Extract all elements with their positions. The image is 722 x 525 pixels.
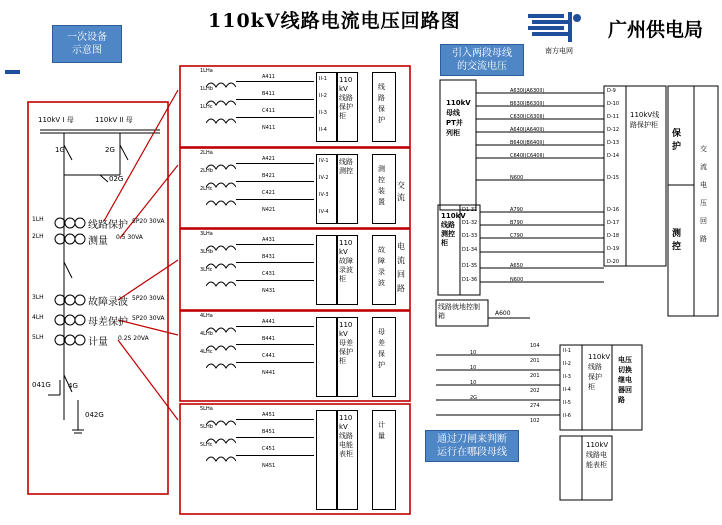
ct-spec-2: 0.5 30VA (116, 234, 143, 241)
panel-ct-label: 1LHa (200, 68, 213, 74)
panel-terminal-label: IV-1 (319, 158, 329, 164)
side-label-ac: 交流 (397, 181, 405, 202)
logo-brand: 广州供电局 (608, 19, 704, 41)
switch-relay-label: 电压切换继电器回路 (618, 356, 632, 404)
protection-terminal-label: D-20 (607, 259, 620, 265)
panel-terminal-label: II-3 (319, 110, 327, 116)
panel-ct-coil-icon (206, 174, 236, 184)
panel-terminal-label: IV-4 (319, 209, 329, 215)
pt-terminal-label: D-12 (607, 127, 620, 133)
panel-ct-coil-icon (206, 273, 236, 283)
panel-ct-coil-icon (206, 255, 236, 265)
switch-terminal-label: II-6 (563, 413, 571, 419)
line-control-terminal: D1-31 (462, 207, 478, 213)
line-control-terminal: D1-32 (462, 220, 478, 226)
switch-1g-label: 1G (55, 146, 65, 154)
panel-cabinet-label: 110kV线路电能表柜 (339, 414, 353, 458)
panel-wire-label: C431 (262, 271, 276, 277)
panel-wire-label: C441 (262, 353, 276, 359)
panel-wire-label: A411 (262, 74, 275, 80)
switch-4g-label: 4G (68, 382, 78, 390)
switch-wire-label: 201 (530, 358, 540, 364)
switch-wire-label: 104 (530, 343, 540, 349)
panel-ct-label: 5LHc (200, 442, 213, 448)
line-control-wire: B790 (510, 220, 523, 226)
meter-cabinet-label: 110kV线路电能表柜 (586, 441, 609, 469)
pt-terminal-label: D-10 (607, 101, 620, 107)
panel-ct-coil-icon (206, 337, 236, 347)
switch-terminal-label: II-3 (563, 374, 571, 380)
panel-wire-label: N411 (262, 125, 276, 131)
panel-function-label: 母差保护 (378, 328, 385, 369)
line-control-wire: A650 (510, 263, 523, 269)
panel-function-label: 线路保护 (378, 83, 385, 124)
panel-wire-line (236, 344, 314, 345)
pt-wire-label: B640I(B640II) (510, 140, 545, 146)
bus1-label: 110kV I 母 (38, 116, 74, 124)
panel-ct-label: 5LHa (200, 406, 213, 412)
pt-terminal-label: D-9 (607, 88, 616, 94)
callout-equipment: 一次设备 示意图 (52, 25, 122, 63)
panel-function-label: 计量 (378, 421, 385, 440)
panel-terminal-label: II-4 (319, 127, 327, 133)
pt-wire-label: A630I(A630II) (510, 88, 545, 94)
panel-wire-line (236, 181, 314, 182)
panel-ct-coil-icon (206, 448, 236, 458)
panel-wire-label: C451 (262, 446, 276, 452)
panel-wire-label: N451 (262, 463, 276, 469)
switch-terminal-label: II-2 (563, 361, 571, 367)
switch-box-wire: A600 (495, 310, 511, 317)
panel-wire-line (236, 262, 314, 263)
panel-wire-line (236, 163, 314, 164)
panel-ct-label: 1LHb (200, 86, 213, 92)
ct-name-3: 故障录波 (88, 297, 128, 308)
line-control-terminal: D1-36 (462, 277, 478, 283)
callout-dual-bus: 引入两段母线 的交流电压 (440, 44, 524, 76)
panel-wire-line (236, 437, 314, 438)
panel-cabinet-label: 110kV故障录波柜 (339, 239, 353, 283)
panel-ct-coil-icon (206, 92, 236, 102)
line-control-wire: C790 (510, 233, 524, 239)
panel-ct-coil-icon (206, 74, 236, 84)
switch-input-label: 2G (470, 395, 478, 401)
line-control-terminal: D1-33 (462, 233, 478, 239)
switch-box-label: 线路就地控制箱 (438, 303, 480, 320)
panel-wire-label: A431 (262, 237, 275, 243)
panel-ct-label: 4LHb (200, 331, 213, 337)
pt-terminal-label: D-15 (607, 175, 620, 181)
ct-code-3: 3LH (32, 294, 44, 301)
panel-terminal-box (316, 410, 338, 510)
panel-function-label: 故障录波 (378, 246, 385, 287)
panel-ct-coil-icon (206, 319, 236, 329)
ct-name-1: 线路保护 (88, 220, 128, 231)
protection-terminal-label: D-16 (607, 207, 620, 213)
panel-wire-line (236, 99, 314, 100)
protection-terminal-label: D-18 (607, 233, 620, 239)
panel-ct-label: 3LHb (200, 249, 213, 255)
ct-spec-1: 5P20 30VA (132, 218, 165, 225)
pt-terminal-label: D-11 (607, 114, 620, 120)
line-control-terminal: D1-34 (462, 247, 478, 253)
panel-wire-line (236, 455, 314, 456)
line-control-wire: N600 (510, 277, 524, 283)
switch-input-label: 10 (470, 350, 477, 356)
panel-ct-coil-icon (206, 156, 236, 166)
panel-wire-line (236, 81, 314, 82)
panel-wire-line (236, 117, 314, 118)
panel-ct-label: 5LHb (200, 424, 213, 430)
ct-spec-3: 5P20 30VA (132, 295, 165, 302)
panel-wire-label: B451 (262, 429, 275, 435)
switch-wire-label: 201 (530, 373, 540, 379)
page-title: 110kV线路电流电压回路图 (208, 10, 461, 32)
panel-wire-line (236, 326, 314, 327)
pt-wire-label: C640I(C640II) (510, 153, 545, 159)
panel-wire-label: B411 (262, 91, 275, 97)
pt-wire-label: A640I(A640II) (510, 127, 545, 133)
panel-wire-label: B441 (262, 336, 275, 342)
switch-terminal-label: II-4 (563, 387, 571, 393)
switch-cabinet-label: 110kV线路保护柜 (588, 353, 611, 391)
panel-terminal-box (316, 235, 338, 305)
panel-ct-label: 2LHc (200, 186, 213, 192)
ct-name-4: 母差保护 (88, 317, 128, 328)
panel-function-label: 测控装置 (378, 165, 385, 206)
panel-wire-line (236, 362, 314, 363)
ct-code-2: 2LH (32, 233, 44, 240)
switch-wire-label: 274 (530, 403, 540, 409)
panel-ct-label: 2LHb (200, 168, 213, 174)
panel-ct-coil-icon (206, 110, 236, 120)
panel-cabinet-label: 110kV线路保护柜 (339, 76, 353, 120)
pt-wire-label: C630I(C630II) (510, 114, 545, 120)
callout-switch: 通过刀闸来判断 运行在哪段母线 (425, 430, 519, 462)
pt-cabinet-label: 110kV母线PT并列柜 (446, 99, 471, 137)
switch-input-label: 10 (470, 365, 477, 371)
panel-cabinet-label: 110kV母差保护柜 (339, 321, 353, 365)
panel-wire-label: B431 (262, 254, 275, 260)
panel-terminal-box (316, 317, 338, 397)
panel-cabinet-label: 线路测控 (339, 158, 353, 175)
ground-041g-label: 041G (32, 381, 51, 389)
panel-ct-label: 2LHa (200, 150, 213, 156)
panel-wire-label: N421 (262, 207, 276, 213)
panel-wire-label: C421 (262, 190, 276, 196)
ground-02g-label: 02G (109, 175, 124, 183)
panel-wire-label: A441 (262, 319, 275, 325)
protection-cabinet-label: 110kV线路保护柜 (630, 111, 660, 129)
panel-ct-coil-icon (206, 355, 236, 365)
panel-wire-line (236, 280, 314, 281)
switch-terminal-label: II-1 (563, 348, 571, 354)
panel-ct-coil-icon (206, 430, 236, 440)
ground-042g-label: 042G (85, 411, 104, 419)
line-control-wire: A790 (510, 207, 523, 213)
panel-wire-label: A421 (262, 156, 275, 162)
panel-terminal-label: IV-3 (319, 192, 329, 198)
ct-code-1: 1LH (32, 216, 44, 223)
panel-terminal-label: IV-2 (319, 175, 329, 181)
panel-ct-coil-icon (206, 237, 236, 247)
panel-wire-label: C411 (262, 108, 276, 114)
ct-code-5: 5LH (32, 334, 44, 341)
switch-input-label: 10 (470, 380, 477, 386)
panel-ct-label: 1LHc (200, 104, 213, 110)
logo-subtitle: 南方电网 (545, 47, 573, 55)
panel-ct-coil-icon (206, 192, 236, 202)
panel-ct-label: 3LHc (200, 267, 213, 273)
panel-wire-line (236, 244, 314, 245)
pt-terminal-label: D-13 (607, 140, 620, 146)
panel-wire-line (236, 199, 314, 200)
right-ac-voltage: 交流电压回路 (700, 145, 707, 243)
panel-wire-line (236, 419, 314, 420)
pt-wire-label: B630I(B630II) (510, 101, 545, 107)
ct-spec-5: 0.2S 20VA (118, 335, 149, 342)
protection-terminal-label: D-19 (607, 246, 620, 252)
panel-ct-label: 4LHa (200, 313, 213, 319)
protection-terminal-label: D-17 (607, 220, 620, 226)
panel-wire-label: B421 (262, 173, 275, 179)
ct-name-2: 测量 (88, 236, 108, 247)
switch-wire-label: 102 (530, 418, 540, 424)
panel-wire-label: N441 (262, 370, 276, 376)
bus2-label: 110kV II 母 (95, 116, 133, 124)
panel-terminal-label: II-1 (319, 76, 327, 82)
side-label-current: 电流回路 (397, 242, 405, 293)
panel-wire-label: N431 (262, 288, 276, 294)
right-measure: 测控 (672, 229, 682, 252)
right-protection: 保护 (672, 129, 682, 152)
ct-code-4: 4LH (32, 314, 44, 321)
line-control-label: 110kV线路测控柜 (441, 212, 466, 247)
ct-spec-4: 5P20 30VA (132, 315, 165, 322)
panel-terminal-label: II-2 (319, 93, 327, 99)
pt-wire-label: N600 (510, 175, 524, 181)
ct-name-5: 计量 (88, 337, 108, 348)
panel-ct-label: 3LHa (200, 231, 213, 237)
switch-wire-label: 202 (530, 388, 540, 394)
switch-terminal-label: II-5 (563, 400, 571, 406)
panel-ct-label: 4LHc (200, 349, 213, 355)
switch-2g-label: 2G (105, 146, 115, 154)
pt-terminal-label: D-14 (607, 153, 620, 159)
panel-ct-coil-icon (206, 412, 236, 422)
panel-wire-label: A451 (262, 412, 275, 418)
line-control-terminal: D1-35 (462, 263, 478, 269)
